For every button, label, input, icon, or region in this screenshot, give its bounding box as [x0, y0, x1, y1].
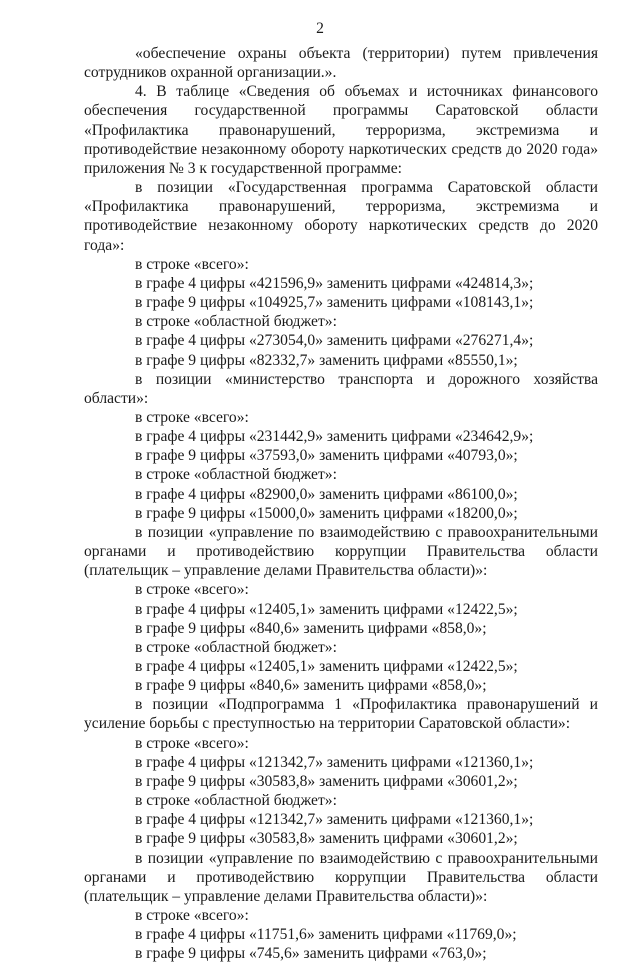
paragraph: в строке «областной бюджет»:	[135, 313, 337, 331]
paragraph: в строке «областной бюджет»:	[135, 638, 337, 656]
paragraph: в графе 4 цифры «12405,1» заменить цифрами «12422,5»;	[135, 658, 518, 675]
paragraph: в позиции «министерство транспорта и дорожного хозяйства области»:	[84, 370, 598, 407]
paragraph: в графе 9 цифры «104925,7» заменить цифрами «108143,1»;	[135, 294, 534, 312]
paragraph: в графе 9 цифры «30583,8» заменить цифрами «30601,2»;	[135, 830, 518, 848]
paragraph: в графе 4 цифры «421596,9» заменить цифрами «424814,3»;	[135, 274, 534, 292]
paragraph: в графе 4 цифры «121342,7» заменить цифрами «121360,1»;	[135, 811, 534, 829]
paragraph: в графе 4 цифры «273054,0» заменить цифрами «276271,4»;	[135, 332, 534, 350]
paragraph: в графе 9 цифры «745,6» заменить цифрами «763,0»;	[135, 945, 487, 963]
paragraph: в позиции «управление по взаимодействию с правоохранительными органами и противодействию коррупции Правительства области (плательщик – управление делами Правительства области)»:	[84, 849, 598, 905]
paragraph: в графе 4 цифры «11751,6» заменить цифрами «11769,0»;	[135, 926, 517, 944]
paragraph: в строке «всего»:	[135, 581, 249, 599]
paragraph: в графе 9 цифры «15000,0» заменить цифрами «18200,0»;	[135, 504, 518, 522]
paragraph: 4. В таблице «Сведения об объемах и источниках финансового обеспечения государственной программы Саратовской области «Профилактика правонарушений, терроризма, экстремизма и противодействие незаконному обороту наркотических средств до 2020 года» приложения № 3 к государственной программе:	[84, 83, 598, 177]
paragraph: в строке «областной бюджет»:	[135, 792, 337, 810]
paragraph: в строке «областной бюджет»:	[135, 466, 337, 484]
page-number: 2	[316, 20, 324, 37]
paragraph: в графе 9 цифры «82332,7» заменить цифрами «85550,1»;	[135, 351, 518, 369]
paragraph: в графе 4 цифры «231442,9» заменить цифрами «234642,9»;	[135, 428, 534, 446]
paragraph: в графе 4 цифры «12405,1» заменить цифрами «12422,5»;	[135, 600, 518, 618]
paragraph: в графе 4 цифры «82900,0» заменить цифрами «86100,0»;	[135, 485, 518, 503]
paragraph: «обеспечение охраны объекта (территории) путем привлечения сотрудников охранной организации.».	[84, 45, 598, 82]
paragraph: в позиции «Государственная программа Саратовской области «Профилактика правонарушений, терроризма, экстремизма и противодействие незаконному обороту наркотических средств до 2020 года»:	[84, 179, 598, 254]
paragraph: в позиции «управление по взаимодействию с правоохранительными органами и противодействию коррупции Правительства области (плательщик – управление делами Правительства области)»:	[84, 523, 598, 580]
paragraph: в строке «всего»:	[135, 255, 249, 273]
paragraph: в графе 9 цифры «840,6» заменить цифрами «858,0»;	[135, 677, 487, 695]
paragraph: в графе 9 цифры «30583,8» заменить цифрами «30601,2»;	[135, 772, 518, 790]
paragraph: в строке «всего»:	[135, 734, 249, 752]
paragraph: в строке «всего»:	[135, 907, 249, 925]
paragraph: в графе 9 цифры «840,6» заменить цифрами «858,0»;	[135, 619, 487, 637]
paragraph: в строке «всего»:	[135, 408, 249, 426]
paragraph: в графе 9 цифры «37593,0» заменить цифрами «40793,0»;	[135, 447, 518, 465]
paragraph: в позиции «Подпрограмма 1 «Профилактика правонарушений и усиление борьбы с преступностью на территории Саратовской области»:	[84, 696, 598, 733]
document-body	[84, 44, 598, 964]
paragraph: в графе 4 цифры «121342,7» заменить цифрами «121360,1»;	[135, 753, 534, 771]
